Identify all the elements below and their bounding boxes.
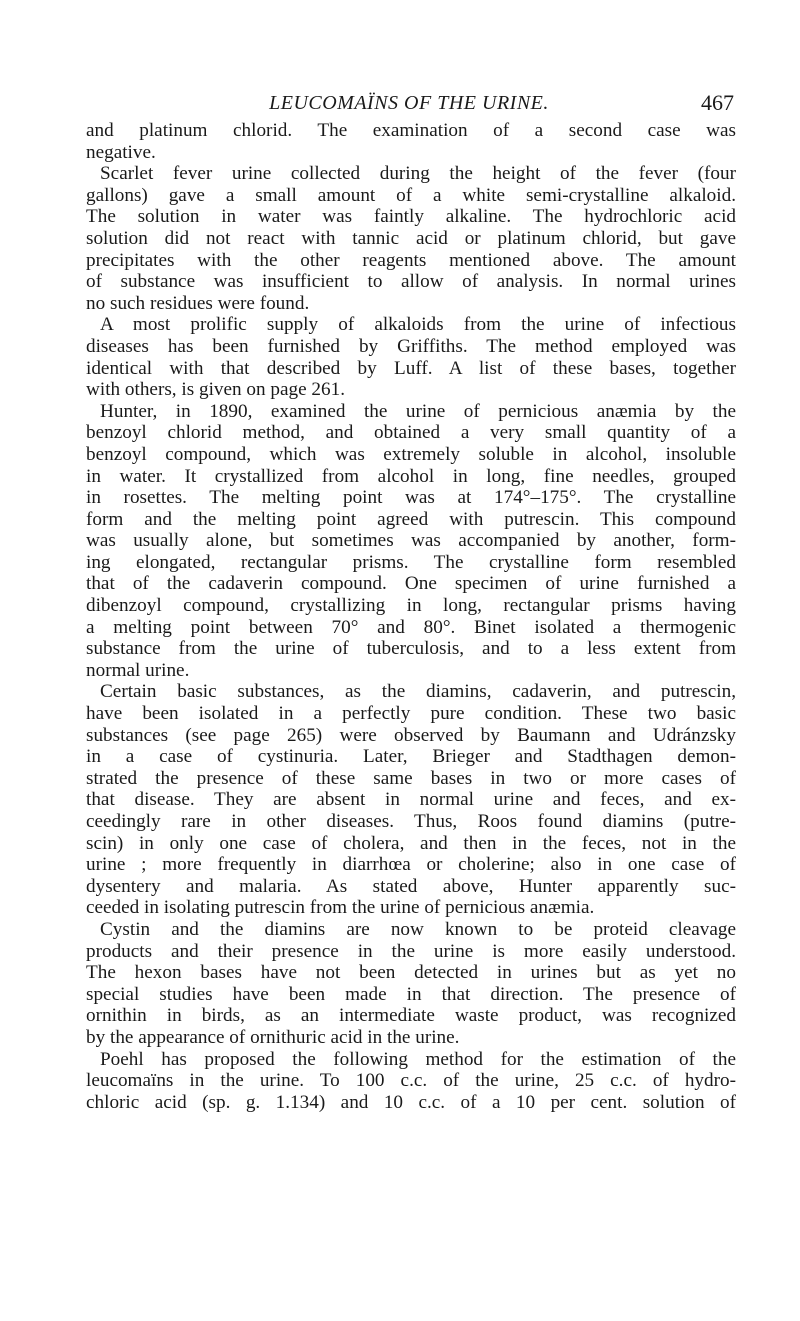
text-line: a melting point between 70° and 80°. Binet isolated a thermogenic (86, 616, 736, 638)
text-line: special studies have been made in that direction. The presence of (86, 983, 736, 1005)
text-line: in rosettes. The melting point was at 174°–175°. The crystalline (86, 487, 736, 509)
text-line: scin) in only one case of cholera, and then in the feces, not in the (86, 832, 736, 854)
text-line: Certain basic substances, as the diamins, cadaverin, and putrescin, (100, 681, 736, 703)
text-line: products and their presence in the urine is more easily understood. (86, 940, 736, 962)
text-line: chloric acid (sp. g. 1.134) and 10 c.c. of a 10 per cent. solution of (86, 1091, 736, 1113)
text-line: normal urine. (86, 659, 190, 681)
text-line: strated the presence of these same bases in two or more cases of (86, 767, 736, 789)
text-line: The hexon bases have not been detected in urines but as yet no (86, 962, 736, 984)
text-line: diseases has been furnished by Griffiths. The method employed was (86, 335, 736, 357)
text-line: was usually alone, but sometimes was accompanied by another, form- (86, 530, 736, 552)
text-line: no such residues were found. (86, 292, 310, 314)
text-line: identical with that described by Luff. A list of these bases, together (86, 357, 736, 379)
text-line: Hunter, in 1890, examined the urine of pernicious anæmia by the (100, 400, 736, 422)
text-line: that disease. They are absent in normal urine and feces, and ex- (86, 789, 736, 811)
text-line: ing elongated, rectangular prisms. The crystalline form resembled (86, 551, 736, 573)
text-line: dibenzoyl compound, crystallizing in long, rectangular prisms having (86, 595, 736, 617)
text-line: in water. It crystallized from alcohol in long, fine needles, grouped (86, 465, 736, 487)
text-line: ceedingly rare in other diseases. Thus, Roos found diamins (putre- (86, 811, 736, 832)
text-line: leucomaïns in the urine. To 100 c.c. of the urine, 25 c.c. of hydro- (86, 1070, 736, 1092)
text-line: substances (see page 265) were observed by Baumann and Udránzsky (86, 724, 736, 746)
text-line: Scarlet fever urine collected during the height of the fever (four (100, 163, 736, 185)
text-line: form and the melting point agreed with putrescin. This compound (86, 508, 736, 530)
text-line: dysentery and malaria. As stated above, Hunter apparently suc- (86, 875, 736, 897)
text-line: Poehl has proposed the following method for the estimation of the (100, 1048, 736, 1070)
text-line: substance from the urine of tuberculosis, and to a less extent from (86, 638, 736, 660)
text-line: benzoyl compound, which was extremely soluble in alcohol, insoluble (86, 443, 736, 465)
text-line: with others, is given on page 261. (86, 379, 345, 401)
text-line: by the appearance of ornithuric acid in the urine. (86, 1026, 460, 1048)
text-line: benzoyl chlorid method, and obtained a very small quantity of a (86, 422, 736, 444)
text-line: precipitates with the other reagents mentioned above. The amount (86, 249, 736, 271)
text-line: ornithin in birds, as an intermediate waste product, was recognized (86, 1005, 736, 1027)
body-text (86, 120, 736, 1113)
text-line: solution did not react with tannic acid or platinum chlorid, but gave (86, 227, 736, 249)
text-line: ceeded in isolating putrescin from the urine of pernicious anæmia. (86, 897, 595, 919)
page-number: 467 (701, 90, 734, 115)
text-line: urine ; more frequently in diarrhœa or cholerine; also in one case of (86, 854, 736, 876)
text-line: that of the cadaverin compound. One specimen of urine furnished a (86, 573, 736, 595)
running-title: LEUCOMAÏNS OF THE URINE. (269, 92, 549, 114)
text-line: negative. (86, 141, 156, 163)
text-line: in a case of cystinuria. Later, Brieger and Stadthagen demon- (86, 746, 736, 768)
text-line: The solution in water was faintly alkaline. The hydrochloric acid (86, 206, 736, 228)
text-line: A most prolific supply of alkaloids from the urine of infectious (100, 314, 736, 336)
text-line: have been isolated in a perfectly pure condition. These two basic (86, 703, 736, 725)
text-line: Cystin and the diamins are now known to be proteid cleavage (100, 918, 736, 940)
text-line: gallons) gave a small amount of a white semi-crystalline alkaloid. (86, 184, 736, 206)
running-header (84, 90, 734, 116)
text-line: of substance was insufficient to allow of analysis. In normal urines (86, 271, 736, 293)
text-line: and platinum chlorid. The examination of a second case was (86, 120, 736, 141)
